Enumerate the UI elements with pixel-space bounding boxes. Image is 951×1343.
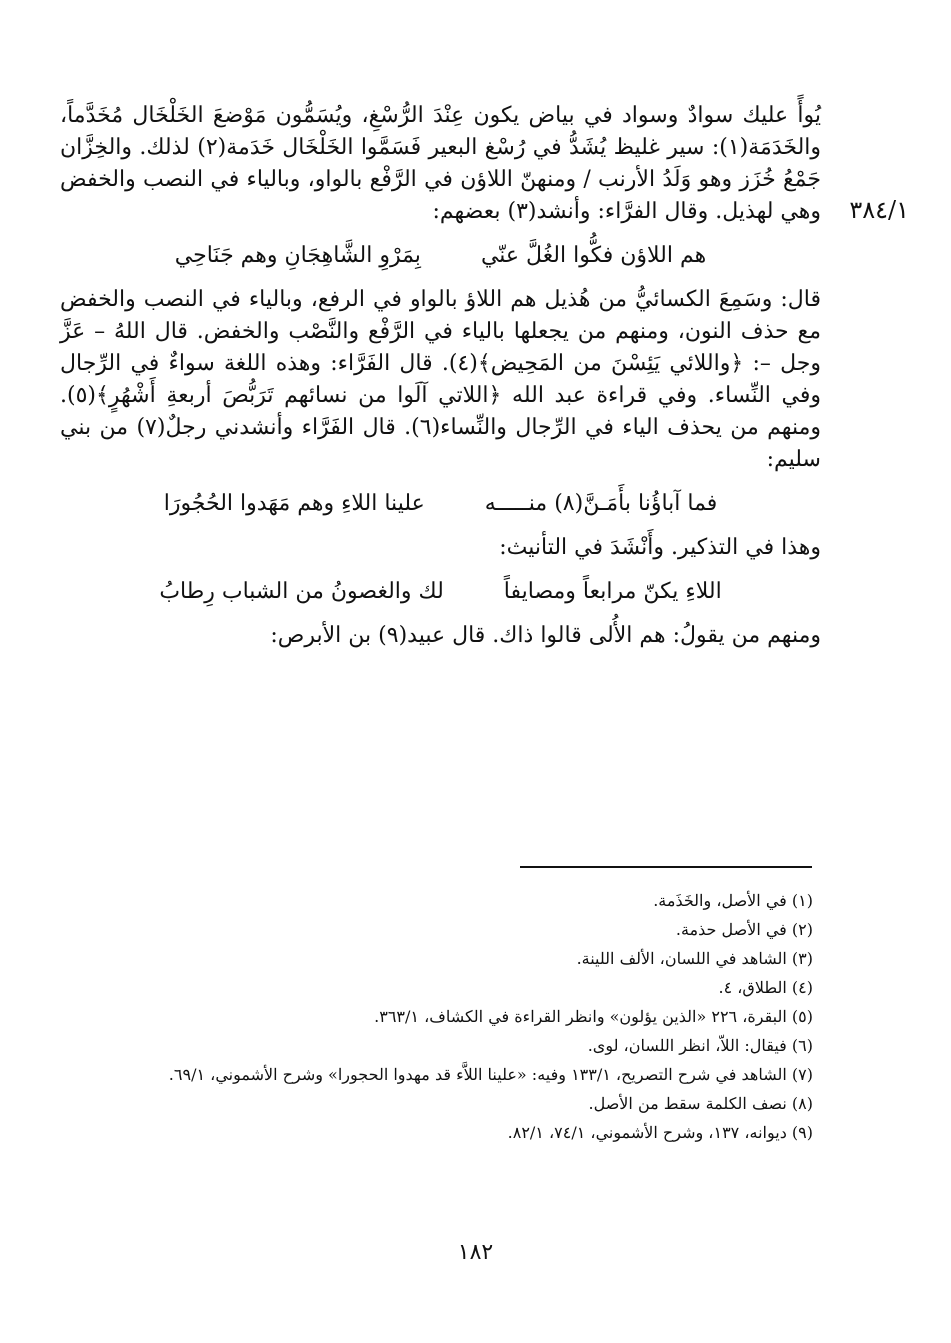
paragraph-2: قال: وسَمِعَ الكسائيُّ من هُذيل هم اللاؤ بالواو في الرفع، وبالياء في النصب والخفض مع حذف النون، ومنهم من يجعلها بالياء في الرَّفْع والنَّصْب والخفض. قال اللهُ – عَزَّ وجل –: ﴿واللائي يَئِسْنَ من المَحِيض﴾(٤). قال الفَرَّاء: وهذه اللغة سواءٌ في الرِّجال وفي النِّساء. وفي قراءة عبد الله ﴿اللاتي آلَوا من نسائهم تَرَبُّصَ أربعةِ أَشْهُرٍ﴾(٥). ومنهم من يحذف الياء في الرِّجال والنِّساء(٦). قال الفَرَّاء وأنشدني رجلٌ(٧) من بني سليم: — [60, 287, 821, 472]
footnote-7: (٧) الشاهد في شرح التصريح، ١٣٣/١ وفيه: «علينا اللاَّء قد مهدوا الحجورا» وشرح الأشموني، ٦٩/١. — [168, 1065, 813, 1084]
verse-3 — [60, 576, 821, 608]
page-number: ١٨٢ — [457, 1240, 494, 1265]
footnote-6: (٦) فيقال: اللاّ، انظر اللسان، لوى. — [587, 1036, 813, 1055]
footnote-4: (٤) الطلاق، ٤. — [718, 978, 813, 997]
footnote-2: (٢) في الأصل حذمة. — [675, 920, 813, 939]
footnote-divider — [520, 866, 812, 868]
footnote-8: (٨) نصف الكلمة سقط من الأصل. — [588, 1094, 813, 1113]
paragraph-4: ومنهم من يقولُ: هم الأُلى قالوا ذاك. قال عبيد(٩) بن الأبرص: — [270, 623, 821, 648]
verse-3-second-hemistich: لك والغصونُ من الشباب رِطابُ — [159, 579, 444, 604]
footnote-9: (٩) ديوانه، ١٣٧، وشرح الأشموني، ٧٤/١، ٨٢/١. — [507, 1123, 813, 1142]
footnotes — [90, 886, 813, 1147]
main-text — [60, 100, 821, 652]
footnote-5: (٥) البقرة، ٢٢٦ «الذين يؤلون» وانظر القراءة في الكشاف، ٣٦٣/١. — [374, 1007, 813, 1026]
verse-2-second-hemistich: علينا اللاءِ وهم مَهَدوا الحُجُورَا — [163, 491, 425, 516]
verse-3-first-hemistich: اللاءِ يكنّ مرابعاً ومصايفاً — [503, 579, 722, 604]
margin-reference: ٣٨٤/١ — [849, 196, 909, 224]
verse-1 — [60, 240, 821, 272]
paragraph-1: يُوأً عليك سوادٌ وسواد في بياض يكون عِنْدَ الرُّسْغِ، ويُسَمُّون مَوْضعَ الخَلْخَال مُخَدَّماً، والخَدَمَة(١): سير غليظ يُشَدُّ في رُسْغ البعير فَسَمَّوا الخَلْخَال خَدَمة(٢) لذلك. والخِزَّان جَمْعُ خُزَز وهو وَلَدُ الأرنب / ومنهنّ اللاؤن في الرَّفْع بالواو، وبالياء في النصب والخفض وهي لهذيل. وقال الفرَّاء: وأنشد(٣) بعضهم: — [60, 103, 822, 224]
verse-2-first-hemistich: فما آباؤُنا بأَمَـنَّ(٨) منـــــه — [484, 491, 718, 516]
verse-1-second-hemistich: بِمَرْوِ الشَّاهِجَانِ وهم جَنَاحِي — [174, 243, 421, 268]
verse-1-first-hemistich: هم اللاؤن فكُّوا الغُلَّ عنّي — [480, 243, 707, 268]
footnote-1: (١) في الأصل، والخَذَمة. — [653, 891, 813, 910]
footnote-3: (٣) الشاهد في اللسان، الألف اللينة. — [576, 949, 813, 968]
paragraph-3: وهذا في التذكير. وأَنْشَدَ في التأنيث: — [499, 535, 821, 560]
verse-2 — [60, 488, 821, 520]
